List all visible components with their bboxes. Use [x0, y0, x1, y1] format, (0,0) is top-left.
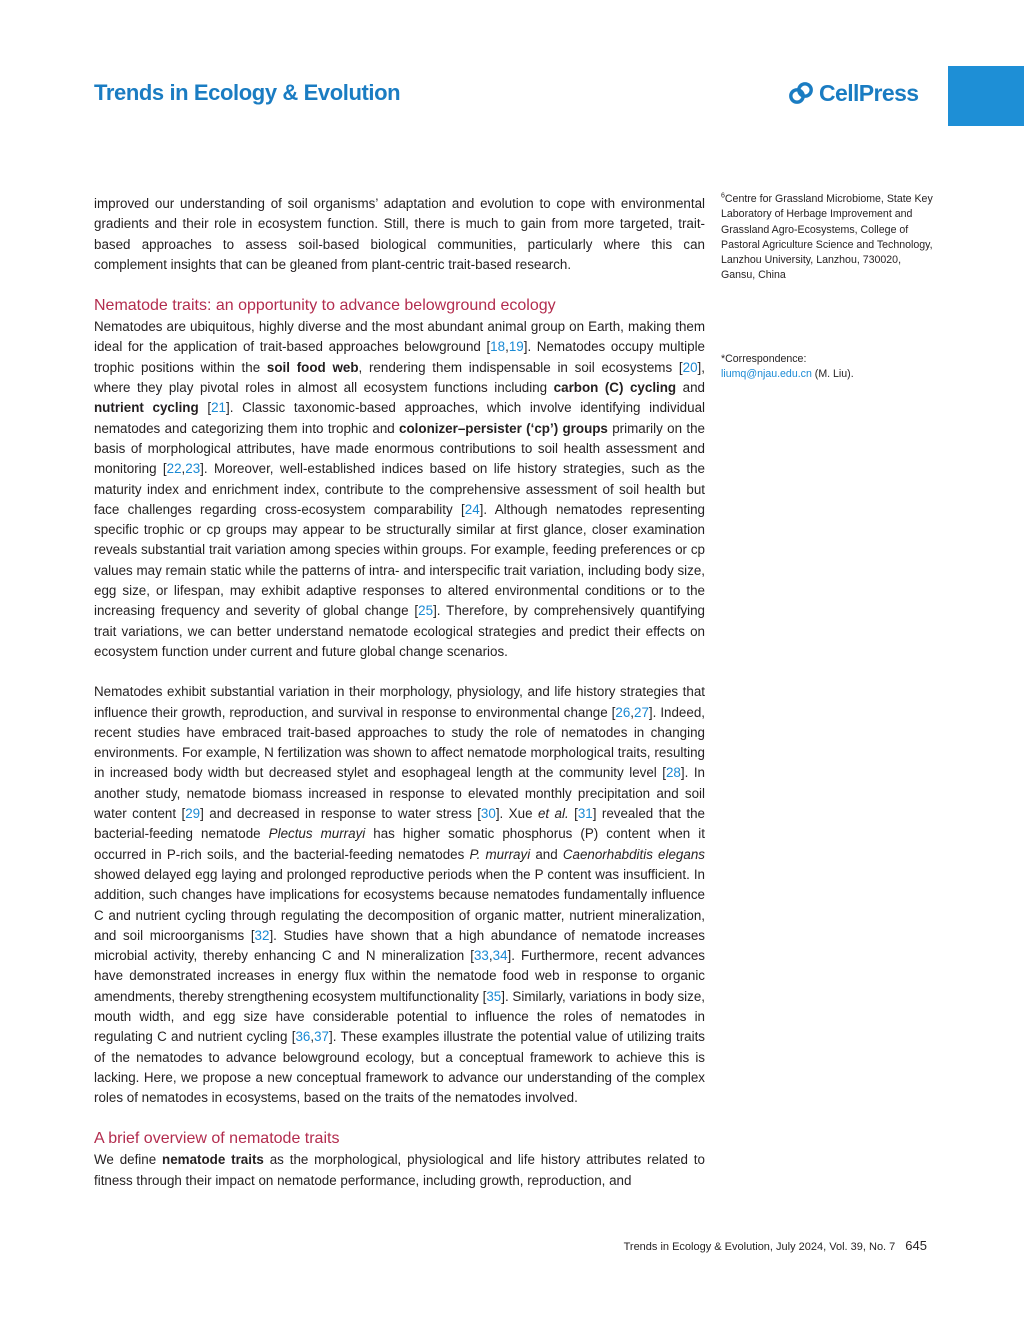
text: Nematodes exhibit substantial variation in their morphology, physiology, and life history strategies that influence their growth, reproduction, and survival in response to environmental change [ — [94, 684, 705, 720]
citation-link[interactable]: 34 — [492, 948, 508, 964]
correspondence-note — [721, 352, 933, 383]
text: primarily on the basis of morphological attributes, have made enormous contributions to soil health assessment and monitoring [ — [94, 420, 705, 477]
text: ]. Similarly, variations in body size, mouth width, and egg size have considerable potential to influence the roles of nematodes in regulating C and nutrient cycling [ — [94, 988, 705, 1045]
citation-link[interactable]: 35 — [486, 988, 502, 1004]
section-heading-nematode-traits: Nematode traits: an opportunity to advance belowground ecology — [94, 297, 556, 315]
text: ]. In another study, nematode biomass increased in response to elevated monthly precipitation and soil water content [ — [94, 765, 705, 822]
correspondence-label: *Correspondence: — [721, 353, 807, 365]
citation-link[interactable]: 21 — [211, 400, 226, 416]
text: ] revealed that the bacterial-feeding nematode — [94, 806, 706, 842]
text: ], where they play pivotal roles in almost all ecosystem functions including — [94, 359, 705, 396]
citation-link[interactable]: 37 — [314, 1029, 329, 1045]
page-number: 645 — [905, 1238, 927, 1253]
main-column — [94, 194, 705, 1191]
text: ] and decreased in response to water stress [ — [200, 806, 481, 822]
citation-link[interactable]: 32 — [254, 927, 270, 943]
text: Nematodes are ubiquitous, highly diverse and the most abundant animal group on Earth, making them ideal for the application of trait-based approaches belowground [ — [94, 319, 705, 355]
edge-tab — [948, 66, 1024, 126]
text: ]. Classic taxonomic-based approaches, which involve identifying individual nematodes and categorizing them into trophic and — [94, 400, 705, 436]
citation-link[interactable]: 29 — [185, 806, 201, 822]
citation-link[interactable]: 22 — [166, 461, 182, 477]
text: ]. Although nematodes representing specific trophic or cp groups may appear to be structurally similar at first glance, closer examination reveals substantial trait variation among species within groups. For example, feeding preferences or cp values may remain static while the patterns of intra- and interspecific trait variation, including body size, egg size, or lifespan, may exhibit adaptive responses to altered environmental conditions or to the increasing frequency and severity of global change [ — [94, 501, 706, 619]
comma: , — [630, 704, 635, 720]
text: ]. Studies have shown that a high abundance of nematode increases microbial activity, thereby enhancing C and N mineralization [ — [94, 927, 705, 964]
cellpress-logo-icon — [788, 80, 814, 106]
paragraph — [94, 1150, 705, 1191]
citation-link[interactable]: 18 — [490, 339, 506, 355]
cellpress-logo[interactable] — [788, 78, 918, 108]
citation-link[interactable]: 36 — [295, 1029, 311, 1045]
journal-title: Trends in Ecology & Evolution — [94, 80, 401, 105]
key-term[interactable]: nutrient cycling — [94, 400, 199, 416]
correspondence-line — [721, 367, 933, 382]
species-name: Plectus murrayi — [268, 826, 366, 842]
citation-link[interactable]: 31 — [577, 806, 593, 822]
text: [ — [198, 400, 212, 416]
text: [ — [568, 806, 578, 822]
text: ]. Xue — [495, 806, 538, 822]
comma: , — [310, 1029, 315, 1045]
citation-link[interactable]: 19 — [508, 339, 524, 355]
key-term[interactable]: soil food web — [266, 359, 359, 375]
text: and — [676, 380, 706, 396]
et-al: et al. — [537, 806, 569, 822]
citation-link[interactable]: 28 — [665, 765, 681, 781]
text: ]. Furthermore, recent advances have demonstrated increases in energy flux within the nematode food web in response to organic amendments, thereby strengthening ecosystem multifunctionality [ — [94, 948, 706, 1004]
section-heading-overview: A brief overview of nematode traits — [94, 1130, 340, 1148]
text: has higher somatic phosphorus (P) content when it occurred in P-rich soils, and the bacterial-feeding nematodes — [94, 826, 705, 862]
footer-citation: Trends in Ecology & Evolution, July 2024, Vol. 39, No. 7 — [623, 1241, 896, 1253]
paragraph — [94, 317, 705, 662]
text: showed delayed egg laying and prolonged reproductive periods when the P content was insufficient. In addition, such changes have implications for ecosystems because nematodes fundamentally influence C and nutrient cycling through regulating the decomposition of organic matter, nutrient mineralization, and soil microorganisms [ — [94, 866, 705, 943]
citation-link[interactable]: 26 — [615, 704, 631, 720]
text: as the morphological, physiological and life history attributes related to fitness through their impact on nematode performance, including growth, reproduction, and — [94, 1152, 705, 1188]
text: ]. Moreover, well-established indices based on life history strategies, such as the maturity index and enrichment index, contribute to the comprehensive assessment of soil health but face challenges regarding cross-ecosystem comparability [ — [94, 461, 705, 517]
citation-link[interactable]: 20 — [682, 359, 698, 375]
text: ]. These examples illustrate the potential value of utilizing traits of the nematodes to advance belowground ecology, but a conceptual framework to achieve this is lacking. Here, we propose a new conceptual framework to advance our understanding of the complex roles of nematodes in ecosystems, based on the traits of the nematodes involved. — [94, 1029, 705, 1106]
citation-link[interactable]: 33 — [473, 948, 489, 964]
text: ]. Indeed, recent studies have embraced trait-based approaches to study the role of nematodes in changing environments. For example, N fertilization was shown to affect nematode morphological traits, resulting in increased body width but decreased stylet and esophageal length at the community level [ — [94, 704, 705, 781]
key-term[interactable]: carbon (C) cycling — [553, 380, 677, 396]
comma: , — [488, 948, 493, 964]
citation-link[interactable]: 30 — [480, 806, 496, 822]
citation-link[interactable]: 27 — [634, 704, 649, 720]
page-footer — [624, 1238, 927, 1253]
comma: , — [505, 339, 509, 355]
species-name: P. murrayi — [469, 846, 531, 862]
affiliation-note — [721, 192, 933, 284]
key-term[interactable]: nematode traits — [162, 1152, 264, 1168]
affiliation-mark: 6 — [721, 192, 725, 200]
species-name: Caenorhabditis elegans — [562, 846, 705, 862]
key-term[interactable]: colonizer–persister (‘cp’) groups — [399, 420, 608, 436]
cellpress-logo-text: CellPress — [819, 79, 919, 106]
text: ]. Nematodes occupy multiple trophic positions within the — [94, 339, 705, 375]
text: ]. Therefore, by comprehensively quantifying trait variations, we can better understand nematode ecological strategies and predict their effects on ecosystem function under current and future global change scenarios. — [94, 603, 706, 659]
citation-link[interactable]: 25 — [418, 603, 434, 619]
intro-paragraph: improved our understanding of soil organisms’ adaptation and evolution to cope with environmental gradients and their role in ecosystem function. Still, there is much to gain from more targeted, trait-based approaches to assess soil-based biological communities, particularly where this can complement insights that can be gleaned from plant-centric trait-based research. — [94, 196, 705, 272]
text: and — [530, 846, 563, 862]
email-link[interactable]: liumq@njau.edu.cn — [721, 368, 812, 381]
text: , rendering them indispensable in soil ecosystems [ — [358, 359, 683, 375]
affiliation-text: Centre for Grassland Microbiome, State Key Laboratory of Herbage Improvement and Grassland Agro-Ecosystems, College of Pastoral Agriculture Science and Technology, Lanzhou University, Lanzhou, 730020, Gansu, China — [721, 193, 933, 282]
citation-link[interactable]: 23 — [185, 461, 201, 477]
paragraph — [94, 682, 705, 1108]
email-suffix: (M. Liu). — [811, 368, 854, 381]
text: We define — [94, 1152, 163, 1168]
comma: , — [181, 461, 186, 477]
citation-link[interactable]: 24 — [464, 501, 480, 517]
